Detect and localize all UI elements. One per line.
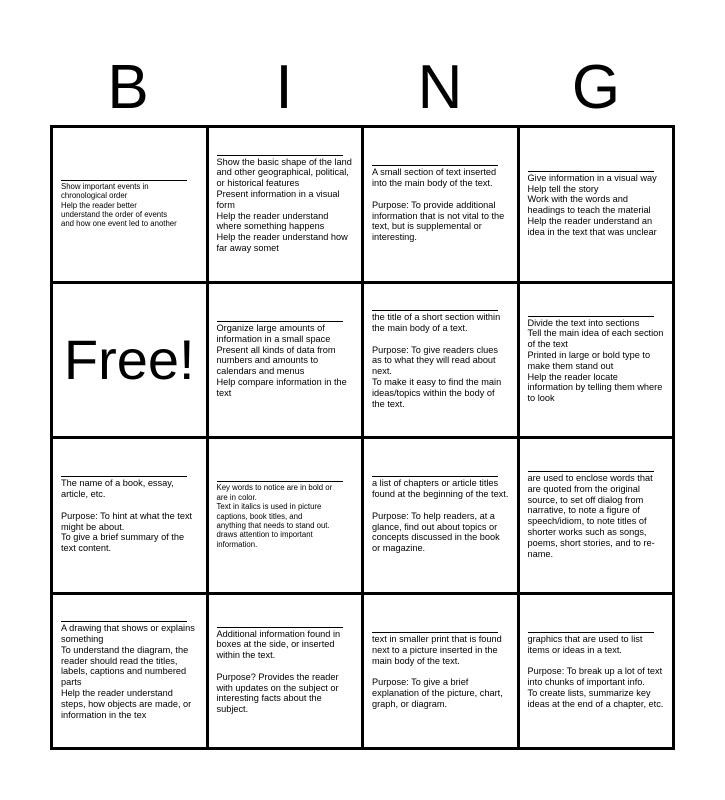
answer-blank — [528, 171, 654, 172]
cell-clue: Divide the text into sections Tell the main idea of each section of the text Printed in large or bold type to make them stand out Help the reader locate information by telling them where to look — [527, 317, 664, 404]
cell-clue: are used to enclose words that are quoted from the original source, to set off dialog from narrative, to note a figure of speech/idiom, to note titles of shorter works such as songs, poems, short stories, and to re- name. — [527, 473, 655, 559]
cell-clue: A drawing that shows or explains something To understand the diagram, the reader should read the titles, labels, captions and numbered parts Help the reader understand steps, how objects are made, or information in the tex — [61, 623, 195, 720]
bingo-cell-4 — [520, 128, 673, 281]
bingo-cell-11 — [364, 439, 517, 592]
answer-blank — [61, 621, 187, 622]
answer-blank — [372, 310, 498, 311]
bingo-header — [50, 52, 674, 124]
answer-blank — [528, 632, 654, 633]
bingo-cell-6 — [209, 284, 362, 437]
bingo-cell-9 — [53, 439, 206, 592]
answer-blank — [528, 471, 654, 472]
answer-blank — [372, 632, 498, 633]
bingo-cell-16 — [520, 595, 673, 748]
cell-clue: text in smaller print that is found next to a picture inserted in the main body of the text. Purpose: To give a brief explanation of the picture, chart, graph, or diagram. — [372, 633, 503, 709]
answer-blank — [61, 476, 187, 477]
answer-blank — [372, 476, 498, 477]
bingo-cell-14 — [209, 595, 362, 748]
bingo-cell-1 — [53, 128, 206, 281]
cell-clue: Organize large amounts of information in a small space Present all kinds of data from numbers and amounts to calendars and menus Help compare information in the text — [216, 322, 347, 398]
answer-blank — [217, 481, 343, 482]
answer-blank — [217, 627, 343, 628]
cell-clue: The name of a book, essay, article, etc. Purpose: To hint at what the text might be about. To give a brief summary of the text content. — [61, 478, 193, 554]
free-space-label: Free! — [63, 327, 195, 391]
bingo-cell-7 — [364, 284, 517, 437]
bingo-cell-15 — [364, 595, 517, 748]
cell-clue: Key words to notice are in bold or are in color. Text in italics is used in picture captions, book titles, and anything that needs to stand out. draws attention to important information. — [216, 483, 333, 549]
bingo-cell-2 — [209, 128, 362, 281]
bingo-cell-3 — [364, 128, 517, 281]
cell-clue: a list of chapters or article titles found at the beginning of the text. Purpose: To help readers, at a glance, find out about topics or concepts discussed in the book or magazine. — [372, 478, 509, 554]
cell-clue: the title of a short section within the main body of a text. Purpose: To give readers clues as to what they will read about next. To make it easy to find the main ideas/topics within the body of the text. — [372, 312, 502, 409]
bingo-cell-free — [53, 284, 206, 437]
bingo-cell-10 — [209, 439, 362, 592]
cell-clue: Show the basic shape of the land and other geographical, political, or historical features Present information in a visual form Help the reader understand where something happens Help the reader understand how far away somet — [216, 156, 352, 254]
cell-clue: Give information in a visual way Help tell the story Work with the words and headings to teach the material Help the reader understand an idea in the text that was unclear — [527, 172, 657, 237]
bingo-cell-8 — [520, 284, 673, 437]
bingo-cell-13 — [53, 595, 206, 748]
header-letter-n: N — [417, 53, 463, 122]
answer-blank — [61, 180, 187, 181]
bingo-cell-12 — [520, 439, 673, 592]
answer-blank — [217, 155, 343, 156]
answer-blank — [372, 165, 498, 166]
bingo-card-grid — [50, 125, 675, 750]
cell-clue: graphics that are used to list items or ideas in a text. Purpose: To break up a lot of text into chunks of important info. To create lists, summarize key ideas at the end of a chapter, etc. — [527, 633, 664, 709]
answer-blank — [528, 316, 654, 317]
cell-clue: Show important events in chronological order Help the reader better understand the order of events and how one event led to another — [61, 181, 177, 229]
answer-blank — [217, 321, 343, 322]
header-letter-i: I — [275, 53, 293, 122]
cell-clue: Additional information found in boxes at the side, or inserted within the text. Purpose? Provides the reader with updates on the subject or interesting facts about the subject. — [216, 628, 341, 715]
header-letter-g: G — [571, 53, 621, 122]
cell-clue: A small section of text inserted into the main body of the text. Purpose: To provide additional information that is not vital to the text, but is supplemental or interesting. — [372, 167, 505, 243]
header-letter-b: B — [107, 53, 149, 122]
